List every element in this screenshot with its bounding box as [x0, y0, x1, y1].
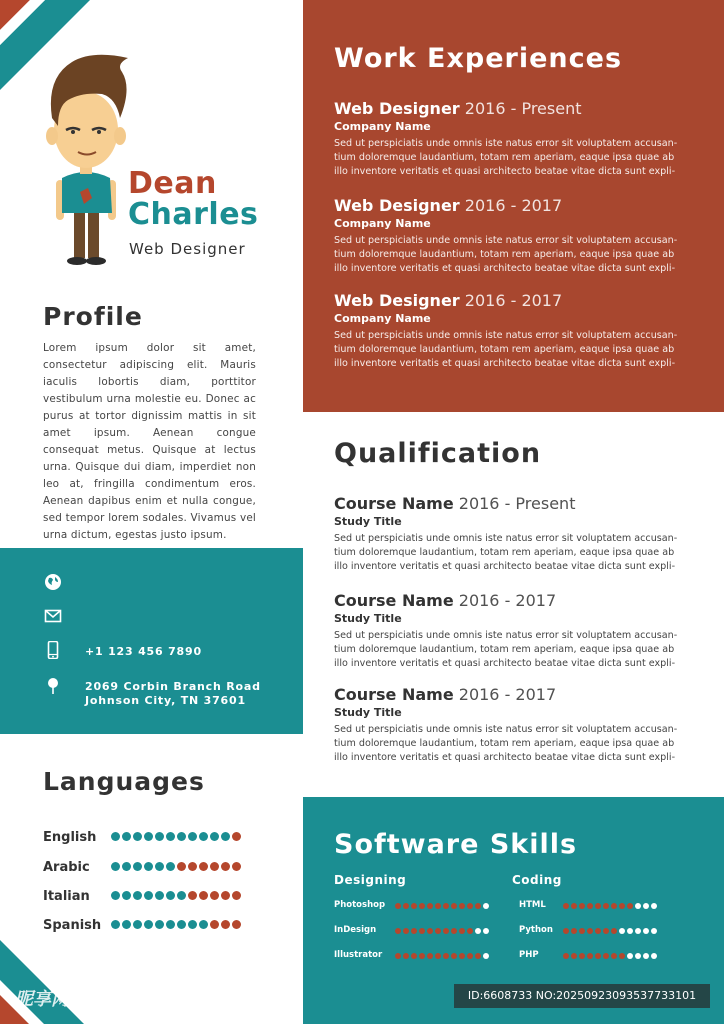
- entry-description-line: illo inventore veritatis et quasi architecto beatae vitae dicta sunt expli-: [334, 752, 676, 763]
- entry-description-line: illo inventore veritatis et quasi architecto beatae vitae dicta sunt expli-: [334, 263, 676, 274]
- skill-name: Photoshop: [334, 900, 386, 910]
- level-dot: [133, 832, 142, 841]
- level-dot: [221, 891, 230, 900]
- skill-dot: [435, 953, 441, 959]
- contact-panel: [0, 548, 303, 734]
- skill-dot: [579, 953, 585, 959]
- level-dot: [221, 862, 230, 871]
- work-heading: Work Experiences: [334, 43, 623, 74]
- first-name: Dean: [128, 166, 217, 201]
- skill-name: InDesign: [334, 925, 377, 935]
- entry-heading: [334, 99, 581, 118]
- level-dot: [188, 832, 197, 841]
- level-dot: [111, 832, 120, 841]
- entry-description-line: illo inventore veritatis et quasi architecto beatae vitae dicta sunt expli-: [334, 658, 676, 669]
- skill-dot: [571, 903, 577, 909]
- skill-dot: [635, 953, 641, 959]
- skill-level: [563, 903, 657, 909]
- entry-title: Course Name: [334, 591, 454, 610]
- skill-dot: [467, 953, 473, 959]
- level-dot: [221, 832, 230, 841]
- level-dot: [144, 920, 153, 929]
- entry-description-line: tium doloremque laudantium, totam rem aperiam, eaque ipsa quae ab: [334, 547, 675, 558]
- profile-heading: Profile: [43, 302, 143, 331]
- skill-dot: [395, 953, 401, 959]
- level-dot: [122, 891, 131, 900]
- entry-subtitle: Study Title: [334, 612, 402, 625]
- level-dot: [111, 920, 120, 929]
- skill-dot: [419, 928, 425, 934]
- skill-dot: [459, 903, 465, 909]
- level-dot: [144, 862, 153, 871]
- image-id-bar: ID:6608733 NO:20250923093537733101: [454, 984, 710, 1008]
- level-dot: [155, 891, 164, 900]
- level-dot: [111, 891, 120, 900]
- entry-description-line: Sed ut perspiciatis unde omnis iste natus error sit voluptatem accusan-: [334, 724, 678, 735]
- entry-dates: 2016 - 2017: [458, 685, 557, 704]
- skill-dot: [443, 903, 449, 909]
- level-dot: [232, 832, 241, 841]
- entry-dates: 2016 - Present: [458, 494, 576, 513]
- language-level: [111, 891, 241, 901]
- level-dot: [221, 920, 230, 929]
- language-name: English: [43, 830, 97, 845]
- level-dot: [166, 920, 175, 929]
- skill-dot: [571, 953, 577, 959]
- phone-number: +1 123 456 7890: [85, 645, 202, 658]
- level-dot: [122, 832, 131, 841]
- level-dot: [177, 920, 186, 929]
- entry-dates: 2016 - Present: [464, 99, 582, 118]
- level-dot: [177, 862, 186, 871]
- entry-description-line: Sed ut perspiciatis unde omnis iste natus error sit voluptatem accusan-: [334, 330, 678, 341]
- entry-description-line: tium doloremque laudantium, totam rem aperiam, eaque ipsa quae ab: [334, 344, 675, 355]
- entry-title: Course Name: [334, 685, 454, 704]
- skill-name: HTML: [519, 900, 546, 910]
- entry-description-line: tium doloremque laudantium, totam rem aperiam, eaque ipsa quae ab: [334, 249, 675, 260]
- skill-level: [395, 953, 489, 959]
- site-watermark: 昵享网 www.nipic.cn: [15, 989, 210, 1010]
- skill-dot: [619, 928, 625, 934]
- entry-dates: 2016 - 2017: [464, 291, 563, 310]
- skill-dot: [611, 953, 617, 959]
- skill-dot: [611, 903, 617, 909]
- skill-dot: [403, 928, 409, 934]
- corner-decoration-bottom: [0, 940, 90, 1024]
- skill-dot: [483, 903, 489, 909]
- phone-icon: [44, 641, 62, 659]
- skill-dot: [635, 903, 641, 909]
- last-name: Charles: [128, 197, 259, 232]
- level-dot: [188, 891, 197, 900]
- profile-text: Lorem ipsum dolor sit amet, consectetur adipiscing elit. Mauris iaculis lobortis diam, porttitor vestibulum urna molestie eu. Donec ac purus at tortor dignissim mattis in sit amet ipsum. Aenean congue consequat metus. Quisque at lectus urna. Quisque dui diam, imperdiet non leo at, fringilla condimentum eros. Aenean dapibus enim et nulla congue, sed tempor lorem sodales. Vivamus vel urna dictum, egestas justo ipsum.: [43, 342, 256, 541]
- skill-dot: [395, 928, 401, 934]
- skill-level: [563, 953, 657, 959]
- skill-dot: [411, 953, 417, 959]
- level-dot: [144, 891, 153, 900]
- globe-icon: [44, 573, 62, 591]
- languages-heading: Languages: [43, 767, 205, 796]
- skill-dot: [451, 903, 457, 909]
- skills-heading: Software Skills: [334, 829, 578, 860]
- skill-dot: [427, 953, 433, 959]
- skill-name: Illustrator: [334, 950, 383, 960]
- skill-dot: [467, 903, 473, 909]
- skill-dot: [427, 903, 433, 909]
- skill-dot: [587, 903, 593, 909]
- skill-dot: [603, 903, 609, 909]
- skill-dot: [587, 953, 593, 959]
- level-dot: [177, 891, 186, 900]
- level-dot: [177, 832, 186, 841]
- skill-dot: [595, 953, 601, 959]
- language-name: Italian: [43, 889, 90, 904]
- envelope-icon: [44, 607, 62, 625]
- skill-dot: [611, 928, 617, 934]
- designing-heading: Designing: [334, 873, 407, 887]
- skill-name: PHP: [519, 950, 539, 960]
- skill-dot: [395, 903, 401, 909]
- entry-description-line: Sed ut perspiciatis unde omnis iste natus error sit voluptatem accusan-: [334, 138, 678, 149]
- entry-dates: 2016 - 2017: [458, 591, 557, 610]
- skill-dot: [451, 953, 457, 959]
- entry-subtitle: Company Name: [334, 217, 431, 230]
- level-dot: [155, 862, 164, 871]
- language-name: Spanish: [43, 918, 102, 933]
- entry-title: Web Designer: [334, 291, 460, 310]
- level-dot: [122, 862, 131, 871]
- entry-heading: [334, 591, 556, 610]
- entry-title: Web Designer: [334, 196, 460, 215]
- entry-description-line: illo inventore veritatis et quasi architecto beatae vitae dicta sunt expli-: [334, 358, 676, 369]
- skill-dot: [603, 928, 609, 934]
- level-dot: [133, 920, 142, 929]
- entry-heading: [334, 685, 556, 704]
- skill-dot: [571, 928, 577, 934]
- level-dot: [166, 862, 175, 871]
- entry-title: Web Designer: [334, 99, 460, 118]
- entry-description-line: Sed ut perspiciatis unde omnis iste natus error sit voluptatem accusan-: [334, 533, 678, 544]
- entry-description-line: tium doloremque laudantium, totam rem aperiam, eaque ipsa quae ab: [334, 152, 675, 163]
- level-dot: [199, 832, 208, 841]
- skill-dot: [627, 953, 633, 959]
- level-dot: [199, 920, 208, 929]
- skill-dot: [595, 903, 601, 909]
- level-dot: [133, 862, 142, 871]
- skill-dot: [563, 928, 569, 934]
- skill-dot: [619, 903, 625, 909]
- entry-subtitle: Study Title: [334, 515, 402, 528]
- skill-dot: [419, 953, 425, 959]
- skill-dot: [595, 928, 601, 934]
- entry-subtitle: Company Name: [334, 120, 431, 133]
- level-dot: [210, 832, 219, 841]
- skill-dot: [619, 953, 625, 959]
- address-line-2: Johnson City, TN 37601: [85, 694, 246, 707]
- level-dot: [232, 891, 241, 900]
- skill-dot: [475, 953, 481, 959]
- entry-subtitle: Study Title: [334, 706, 402, 719]
- skill-dot: [651, 903, 657, 909]
- entry-heading: [334, 291, 562, 310]
- entry-heading: [334, 196, 562, 215]
- skill-dot: [435, 903, 441, 909]
- entry-description-line: illo inventore veritatis et quasi architecto beatae vitae dicta sunt expli-: [334, 166, 676, 177]
- skill-dot: [451, 928, 457, 934]
- entry-heading: [334, 494, 575, 513]
- level-dot: [111, 862, 120, 871]
- level-dot: [188, 920, 197, 929]
- skill-level: [395, 928, 489, 934]
- skill-dot: [603, 953, 609, 959]
- skill-dot: [459, 928, 465, 934]
- skill-dot: [419, 903, 425, 909]
- level-dot: [199, 862, 208, 871]
- level-dot: [133, 891, 142, 900]
- skill-dot: [635, 928, 641, 934]
- language-name: Arabic: [43, 860, 90, 875]
- skill-dot: [627, 903, 633, 909]
- entry-subtitle: Company Name: [334, 312, 431, 325]
- level-dot: [199, 891, 208, 900]
- skill-dot: [483, 928, 489, 934]
- level-dot: [122, 920, 131, 929]
- skill-name: Python: [519, 925, 553, 935]
- skill-dot: [475, 903, 481, 909]
- entry-dates: 2016 - 2017: [464, 196, 563, 215]
- skill-dot: [579, 928, 585, 934]
- skill-dot: [435, 928, 441, 934]
- skill-dot: [459, 953, 465, 959]
- skill-level: [563, 928, 657, 934]
- skill-dot: [411, 928, 417, 934]
- level-dot: [155, 832, 164, 841]
- avatar: [32, 48, 142, 268]
- skill-dot: [643, 953, 649, 959]
- skill-dot: [443, 953, 449, 959]
- level-dot: [232, 862, 241, 871]
- entry-title: Course Name: [334, 494, 454, 513]
- entry-description-line: Sed ut perspiciatis unde omnis iste natus error sit voluptatem accusan-: [334, 235, 678, 246]
- level-dot: [188, 862, 197, 871]
- job-title: Web Designer: [129, 240, 246, 258]
- level-dot: [144, 832, 153, 841]
- level-dot: [155, 920, 164, 929]
- skill-dot: [651, 928, 657, 934]
- language-level: [111, 832, 241, 842]
- entry-description-line: illo inventore veritatis et quasi architecto beatae vitae dicta sunt expli-: [334, 561, 676, 572]
- skill-dot: [579, 903, 585, 909]
- skill-dot: [563, 953, 569, 959]
- coding-heading: Coding: [512, 873, 562, 887]
- skill-dot: [443, 928, 449, 934]
- skill-dot: [643, 903, 649, 909]
- skill-dot: [563, 903, 569, 909]
- skill-dot: [643, 928, 649, 934]
- skill-dot: [403, 953, 409, 959]
- skill-dot: [427, 928, 433, 934]
- language-level: [111, 862, 241, 872]
- language-level: [111, 920, 241, 930]
- skill-level: [395, 903, 489, 909]
- level-dot: [210, 920, 219, 929]
- skill-dot: [587, 928, 593, 934]
- entry-description-line: Sed ut perspiciatis unde omnis iste natus error sit voluptatem accusan-: [334, 630, 678, 641]
- level-dot: [210, 862, 219, 871]
- skill-dot: [627, 928, 633, 934]
- skill-dot: [467, 928, 473, 934]
- level-dot: [232, 920, 241, 929]
- level-dot: [210, 891, 219, 900]
- entry-description-line: tium doloremque laudantium, totam rem aperiam, eaque ipsa quae ab: [334, 738, 675, 749]
- skill-dot: [403, 903, 409, 909]
- skill-dot: [411, 903, 417, 909]
- location-pin-icon: [44, 677, 62, 695]
- entry-description-line: tium doloremque laudantium, totam rem aperiam, eaque ipsa quae ab: [334, 644, 675, 655]
- level-dot: [166, 891, 175, 900]
- skill-dot: [475, 928, 481, 934]
- skill-dot: [483, 953, 489, 959]
- address-line-1: 2069 Corbin Branch Road: [85, 680, 261, 693]
- level-dot: [166, 832, 175, 841]
- qualification-heading: Qualification: [334, 438, 542, 469]
- skill-dot: [651, 953, 657, 959]
